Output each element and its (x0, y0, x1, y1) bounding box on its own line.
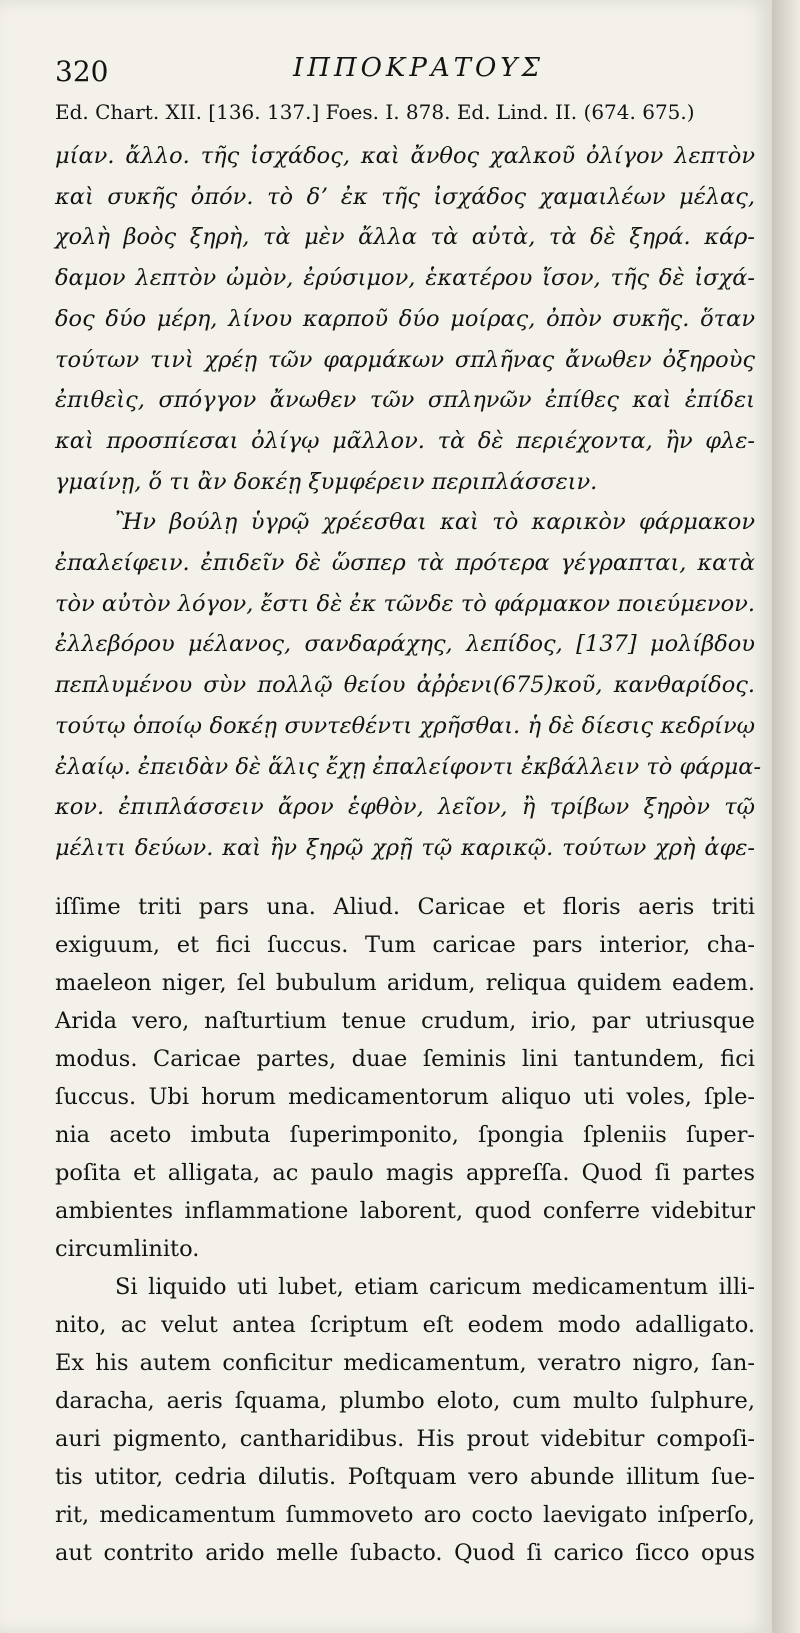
page-header (55, 55, 755, 95)
greek-line: δος δύο μέρη, λίνου καρποῦ δύο μοίρας, ὀπὸν συκῆς. ὅταν (55, 305, 755, 332)
greek-line: ἐπαλείφειν. ἐπιδεῖν δὲ ὥσπερ τὰ πρότερα γέγραπται, κατὰ (55, 550, 755, 577)
greek-line: δαμον λεπτὸν ὠμὸν, ἐρύσιμον, ἑκατέρου ἴσον, τῆς δὲ ἰσχά- (55, 265, 755, 292)
latin-line: Si liquido uti lubet, etiam caricum medicamentum illi- (115, 1274, 755, 1300)
greek-line: ἐπιθεὶς, σπόγγον ἄνωθεν τῶν σπληνῶν ἐπίθες καὶ ἐπίδει (55, 387, 755, 414)
latin-text-block (55, 888, 755, 1572)
latin-line: maeleon niger, ſel bubulum aridum, reliqua quidem eadem. (55, 970, 755, 996)
greek-line: Ἢν βούλῃ ὑγρῷ χρέεσθαι καὶ τὸ καρικὸν φάρμακον (115, 509, 755, 536)
latin-line: circumlinito. (55, 1236, 200, 1262)
latin-line: daracha, aeris ſquama, plumbo eloto, cum multo ſulphure, (55, 1388, 755, 1414)
greek-line: γμαίνῃ, ὅ τι ἂν δοκέῃ ξυμφέρειν περιπλάσσειν. (55, 468, 598, 495)
greek-text-block (55, 136, 762, 869)
latin-line: nito, ac velut antea ſcriptum eſt eodem modo adalligato. (55, 1312, 755, 1338)
running-head: ΙΠΠΟΚΡΑΤΟΥΣ (293, 53, 544, 83)
latin-line: poſita et alligata, ac paulo magis appreſſa. Quod ſi partes (55, 1160, 755, 1186)
latin-line: aut contrito arido melle ſubacto. Quod ſi carico ſicco opus (55, 1540, 755, 1566)
latin-line: ſuccus. Ubi horum medicamentorum aliquo uti voles, ſple- (55, 1084, 755, 1110)
greek-line: ἐλλεβόρου μέλανος, σανδαράχης, λεπίδος, [137] μολίβδου (55, 631, 755, 658)
latin-line: ambientes inflammatione laborent, quod conferre videbitur (55, 1198, 755, 1224)
latin-line: exiguum, et fici ſuccus. Tum caricae pars interior, cha- (55, 932, 755, 958)
latin-line: Arida vero, naſturtium tenue crudum, irio, par utriusque (55, 1008, 755, 1034)
latin-line: tis utitor, cedria dilutis. Poſtquam vero abunde illitum ſue- (55, 1464, 755, 1490)
latin-line: nia aceto imbuta ſuperimponito, ſpongia ſpleniis ſuper- (55, 1122, 755, 1148)
greek-line: πεπλυμένου σὺν πολλῷ θείου ἀῤῥενι(675)κοῦ, κανθαρίδος. (55, 672, 755, 699)
greek-line: τούτῳ ὁποίῳ δοκέῃ συντεθέντι χρῆσθαι. ἡ δὲ δίεσις κεδρίνῳ (55, 712, 755, 739)
latin-line: modus. Caricae partes, duae ſeminis lini tantundem, fici (55, 1046, 755, 1072)
greek-line: μίαν. ἄλλο. τῆς ἰσχάδος, καὶ ἄνθος χαλκοῦ ὀλίγον λεπτὸν (55, 143, 755, 169)
greek-line: ἐλαίῳ. ἐπειδὰν δὲ ἅλις ἔχῃ ἐπαλείφοντι ἐκβάλλειν τὸ φάρμα- (55, 753, 762, 780)
greek-line: τούτων τινὶ χρέῃ τῶν φαρμάκων σπλῆνας ἄνωθεν ὀξηροὺς (55, 346, 755, 373)
greek-line: τὸν αὐτὸν λόγον, ἔστι δὲ ἐκ τῶνδε τὸ φάρμακον ποιεύμενον. (55, 590, 755, 617)
latin-line: rit, medicamentum ſummoveto aro cocto laevigato inſperſo, (55, 1502, 755, 1528)
page-edge-shadow (772, 0, 800, 1633)
latin-line: auri pigmento, cantharidibus. His prout videbitur compoſi- (55, 1426, 755, 1452)
greek-line: κον. ἐπιπλάσσειν ἄρον ἑφθὸν, λεῖον, ἢ τρίβων ξηρὸν τῷ (55, 794, 755, 821)
edition-reference: Ed. Chart. XII. [136. 137.] Foes. I. 878. Ed. Lind. II. (674. 675.) (55, 100, 695, 124)
greek-line: μέλιτι δεύων. καὶ ἢν ξηρῷ χρῇ τῷ καρικῷ. τούτων χρὴ ἀφε- (55, 834, 755, 861)
greek-line: καὶ προσπίεσαι ὀλίγῳ μᾶλλον. τὰ δὲ περιέχοντα, ἢν φλε- (55, 427, 755, 454)
page-number: 320 (55, 55, 109, 88)
greek-line: χολὴ βοὸς ξηρὴ, τὰ μὲν ἄλλα τὰ αὐτὰ, τὰ δὲ ξηρά. κάρ- (55, 224, 755, 251)
greek-line: καὶ συκῆς ὀπόν. τὸ δʼ ἐκ τῆς ἰσχάδος χαμαιλέων μέλας, (55, 183, 755, 210)
latin-line: Ex his autem conficitur medicamentum, veratro nigro, ſan- (55, 1350, 755, 1376)
latin-line: iſſime triti pars una. Aliud. Caricae et floris aeris triti (55, 894, 755, 920)
